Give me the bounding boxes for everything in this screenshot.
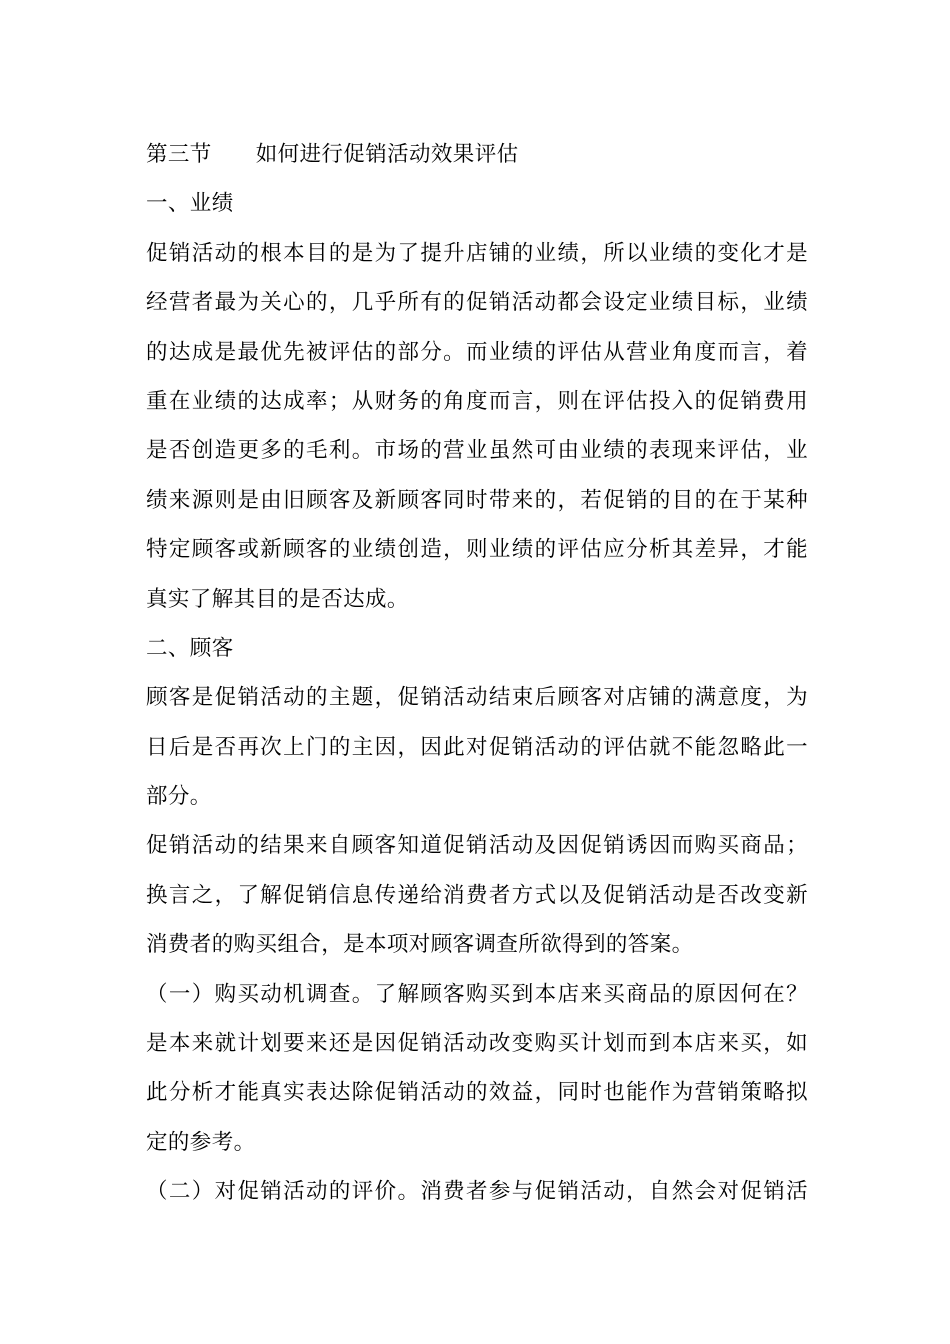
- paragraph-line: 换言之，了解促销信息传递给消费者方式以及促销活动是否改变新: [146, 882, 808, 908]
- paragraph-line: （一）购买动机调查。了解顾客购买到本店来买商品的原因何在？: [146, 981, 808, 1007]
- paragraph-promotion-results: [146, 821, 808, 969]
- paragraph-line: 是本来就计划要来还是因促销活动改变购买计划而到本店来买，如: [146, 1031, 808, 1057]
- paragraph-promotion-evaluation: [146, 1167, 808, 1216]
- paragraph-line: （二）对促销活动的评价。消费者参与促销活动，自然会对促销活: [146, 1179, 808, 1205]
- document-body: [146, 130, 808, 1217]
- paragraph-performance: [146, 229, 808, 624]
- paragraph-line: 部分。: [146, 784, 212, 810]
- section-title-text: 如何进行促销活动效果评估: [255, 142, 519, 167]
- paragraph-line: 此分析才能真实表达除促销活动的效益，同时也能作为营销策略拟: [146, 1080, 808, 1106]
- paragraph-line: 消费者的购买组合，是本项对顾客调查所欲得到的答案。: [146, 932, 694, 958]
- paragraph-line: 日后是否再次上门的主因，因此对促销活动的评估就不能忽略此一: [146, 734, 808, 760]
- paragraph-line: 绩来源则是由旧顾客及新顾客同时带来的，若促销的目的在于某种: [146, 487, 808, 513]
- paragraph-line: 促销活动的结果来自顾客知道促销活动及因促销诱因而购买商品；: [146, 833, 808, 859]
- paragraph-line: 是否创造更多的毛利。市场的营业虽然可由业绩的表现来评估，业: [146, 438, 808, 464]
- paragraph-line: 促销活动的根本目的是为了提升店铺的业绩，所以业绩的变化才是: [146, 240, 808, 266]
- paragraph-line: 重在业绩的达成率；从财务的角度而言，则在评估投入的促销费用: [146, 388, 808, 414]
- paragraph-purchase-motive: [146, 970, 808, 1168]
- paragraph-line: 经营者最为关心的，几乎所有的促销活动都会设定业绩目标，业绩: [146, 290, 808, 316]
- paragraph-line: 顾客是促销活动的主题，促销活动结束后顾客对店铺的满意度，为: [146, 685, 808, 711]
- paragraph-line: 的达成是最优先被评估的部分。而业绩的评估从营业角度而言，着: [146, 339, 808, 365]
- heading-customers: 二、顾客: [146, 635, 234, 661]
- paragraph-line: 特定顾客或新顾客的业绩创造，则业绩的评估应分析其差异，才能: [146, 537, 808, 563]
- heading-performance: 一、业绩: [146, 191, 234, 217]
- section-title: [146, 130, 808, 179]
- paragraph-line: 真实了解其目的是否达成。: [146, 586, 409, 612]
- paragraph-customers: [146, 673, 808, 821]
- section-number: 第三节: [146, 142, 212, 167]
- paragraph-line: 定的参考。: [146, 1129, 256, 1155]
